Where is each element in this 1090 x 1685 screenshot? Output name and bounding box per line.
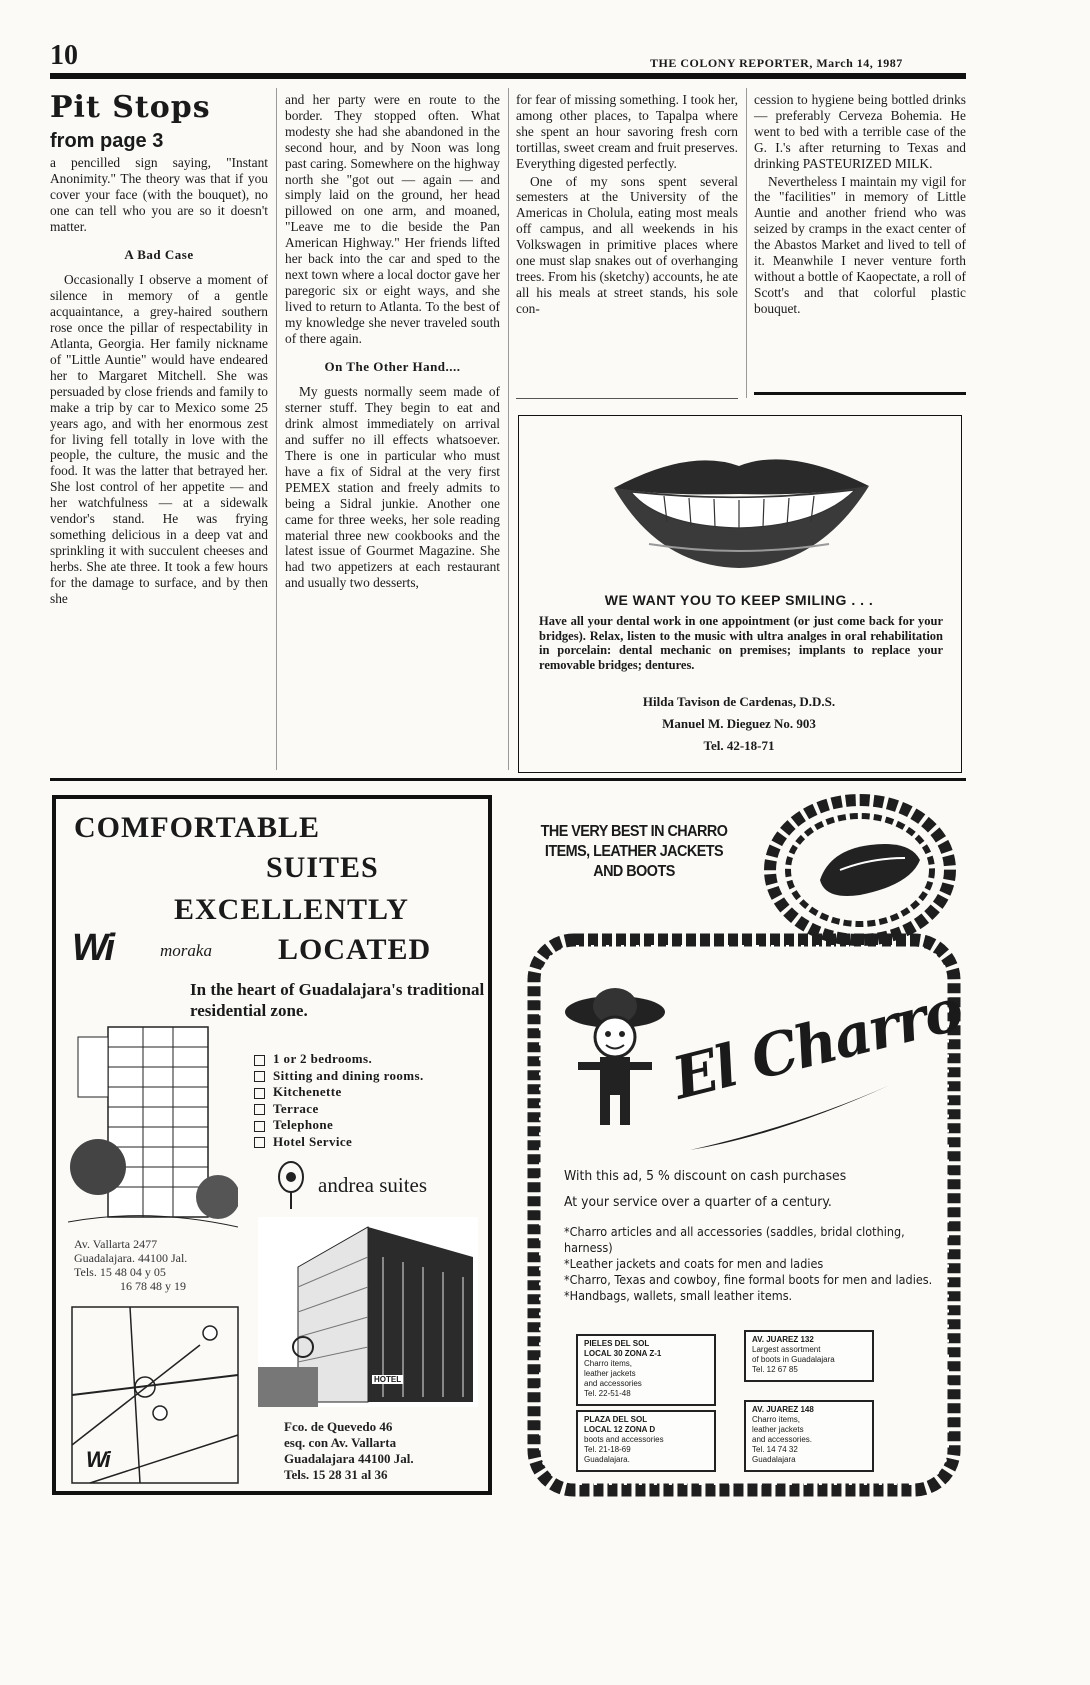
shop-card: AV. JUAREZ 148 Charro items, leather jackets and accessories. Tel. 14 74 32 Guadalajara xyxy=(744,1400,874,1472)
suites-logo-mark: Wi xyxy=(72,927,113,969)
paragraph: Occasionally I observe a moment of silence in memory of a gentle acquaintance, a grey-haired southern rose once the pillar of respectability in Atlanta, Georgia. Her family nickname of "Little Auntie" would have endeared her to Margaret Mitchell. She was persuaded by close friends and family to make a trip by car to Mexico some 25 years ago, and with her enormous zest for living fell totally in love with the people, the culture, the music and the food. It was the latter that betrayed her. She lost control of her appetite — and her watchfulness — at a sidewalk vendor's stand. He was frying something delicious in a deep vat and sprinkling it with succulent cheeses and herbs. She ate three. It took a few hours for the damage to surface, and by then she xyxy=(50,272,268,606)
dental-body: Have all your dental work in one appointment (or just come back for your bridges). Relax, listen to the music with ultra analges in oral rehabilitation in porcelain: dental mechanic on premises; implants to replace your removable bridges; dentures. xyxy=(539,614,943,672)
ornament-icon xyxy=(274,1159,308,1211)
article-title: Pit Stops xyxy=(50,90,211,125)
suites-line4: LOCATED xyxy=(278,933,432,966)
subhead-other-hand: On The Other Hand.... xyxy=(324,358,461,374)
charro-bullet-list xyxy=(564,1224,933,1304)
logo-swoosh xyxy=(680,1080,900,1160)
el-charro-logo: El Charro xyxy=(666,975,969,1113)
shop-card: PLAZA DEL SOL LOCAL 12 ZONA D boots and accessories Tel. 21-18-69 Guadalajara. xyxy=(576,1410,716,1472)
paragraph: One of my sons spent several semesters at the University of the Americas in Cholula, eating most meals off campus, and all weekends in his Volkswagen in primitive places where one must slap snakes out of overhanging trees. From his (sketchy) accounts, he ate all his meals at street stands, his sole con- xyxy=(516,173,738,316)
suites-tagline: In the heart of Guadalajara's traditional residential zone. xyxy=(190,980,485,1020)
hotel-sign: HOTEL xyxy=(374,1375,402,1384)
feature-item: Telephone xyxy=(254,1117,424,1134)
feature-item: Kitchenette xyxy=(254,1084,424,1101)
apartment-building-illustration xyxy=(68,1017,238,1237)
article-column-2 xyxy=(285,92,500,593)
paragraph: for fear of missing something. I took her, among other places, to Tapalpa where she spent an hour savoring fresh corn tortillas, sweet cream and fruit preserves. Everything digested perfectly. xyxy=(516,92,738,171)
shop-card: PIELES DEL SOL LOCAL 30 ZONA Z-1 Charro items, leather jackets and accessories Tel. 22-51-48 xyxy=(576,1334,716,1406)
dental-ad xyxy=(518,415,962,773)
suites-line2: SUITES xyxy=(266,851,379,884)
charro-discount: With this ad, 5 % discount on cash purchases xyxy=(564,1168,847,1184)
bullet-item: *Charro articles and all accessories (saddles, bridal clothing, harness) xyxy=(564,1224,905,1255)
paragraph: a pencilled sign saying, "Instant Anonimity." The theory was that if you cover your face (with the bouquet), no one can tell who you are so it doesn't matter. xyxy=(50,155,268,234)
paragraph: cession to hygiene being bottled drinks — preferably Cerveza Bohemia. He went to bed with a terrible case of the G. I.'s after returning to Texas and drinking PASTEURIZED MILK. xyxy=(754,92,966,171)
section-rule xyxy=(50,778,966,781)
column-rule xyxy=(276,88,277,770)
checkbox-icon xyxy=(254,1088,265,1099)
charro-service: At your service over a quarter of a century. xyxy=(564,1194,832,1210)
column-rule xyxy=(746,88,747,398)
article-column-1 xyxy=(50,155,268,608)
suites-brand: moraka xyxy=(160,941,212,960)
andrea-suites-brand: andrea suites xyxy=(318,1173,428,1197)
suites-line1: COMFORTABLE xyxy=(74,811,321,844)
article-column-4 xyxy=(754,92,966,319)
article-continued: from page 3 xyxy=(50,130,164,152)
page-number: 10 xyxy=(50,40,78,71)
dental-headline: WE WANT YOU TO KEEP SMILING . . . xyxy=(604,592,874,608)
feature-item: Hotel Service xyxy=(254,1134,424,1151)
feature-item: 1 or 2 bedrooms. xyxy=(254,1051,424,1068)
paragraph: My guests normally seem made of sterner stuff. They begin to eat and drink almost immediately on arrival and suffer no ill effects whatsoever. There is one in particular who must have a fix of Sidral at the very first PEMEX station and freely admits to being a Sidral junkie. Another one came for three weeks, her sole reading material three new cookbooks and the latest issue of Gourmet Magazine. She had two appetizers at each restaurant and usually two desserts, xyxy=(285,384,500,591)
bullet-item: *Leather jackets and coats for men and ladies xyxy=(564,1256,824,1271)
article-end-rule xyxy=(516,398,738,399)
bullet-item: *Charro, Texas and cowboy, fine formal boots for men and ladies. xyxy=(564,1272,933,1287)
charro-headline: THE VERY BEST IN CHARRO ITEMS, LEATHER JACKETS AND BOOTS xyxy=(540,823,728,880)
dentist-address: Manuel M. Dieguez No. 903 xyxy=(662,716,816,731)
checkbox-icon xyxy=(254,1137,265,1148)
paragraph: and her party were en route to the border. They stopped often. What modesty she had she abandoned in the second hour, and by Noon was long past caring. Somewhere on the highway north she "got out — again — and simply laid on the ground, her head pillowed on one arm, and moaned, "Leave me to die beside the Pan American Highway." Her friends lifted her back into the car and sped to the next town where a local doctor gave her paregoric six or eight ways, and she lived to return to Atlanta. To the best of my knowledge she never traveled south of there again. xyxy=(285,92,500,346)
suites-address-1: Av. Vallarta 2477 Guadalajara. 44100 Jal. Tels. 15 48 04 y 05 16 78 48 y 19 xyxy=(74,1237,188,1293)
checkbox-icon xyxy=(254,1055,265,1066)
charro-mascot-icon xyxy=(560,982,670,1132)
checkbox-icon xyxy=(254,1071,265,1082)
smiling-lips-image xyxy=(519,426,959,586)
bullet-item: *Handbags, wallets, small leather items. xyxy=(564,1288,793,1303)
feature-item: Terrace xyxy=(254,1101,424,1118)
header-rule xyxy=(50,73,966,79)
feature-item: Sitting and dining rooms. xyxy=(254,1068,424,1085)
subhead-bad-case: A Bad Case xyxy=(124,246,194,262)
map-logo-mark: Wi xyxy=(86,1447,109,1472)
hotel-building-photo xyxy=(258,1217,478,1407)
el-charro-ad xyxy=(520,790,969,1500)
suites-line3: EXCELLENTLY xyxy=(174,893,409,926)
checkbox-icon xyxy=(254,1104,265,1115)
dentist-name: Hilda Tavison de Cardenas, D.D.S. xyxy=(642,694,836,709)
dentist-phone: Tel. 42-18-71 xyxy=(703,738,775,753)
column-rule xyxy=(508,88,509,770)
masthead: THE COLONY REPORTER, March 14, 1987 xyxy=(650,56,903,70)
suites-feature-list xyxy=(254,1051,424,1150)
suites-address-2: Fco. de Quevedo 46 esq. con Av. Vallarta Guadalajara 44100 Jal. Tels. 15 28 31 al 36 xyxy=(284,1419,414,1482)
shop-card: AV. JUAREZ 132 Largest assortment of boots in Guadalajara Tel. 12 67 85 xyxy=(744,1330,874,1382)
paragraph: Nevertheless I maintain my vigil for the "facilities" in memory of Little Auntie and another friend who was seized by cramps in the exact center of the Abastos Market and lived to tell of it. Meanwhile I never venture forth without a bottle of Kaopectate, a roll of Scott's and that colorful plastic bouquet. xyxy=(754,173,966,316)
checkbox-icon xyxy=(254,1121,265,1132)
article-end-rule xyxy=(754,392,966,395)
suites-ad xyxy=(52,795,492,1495)
article-column-3 xyxy=(516,92,738,319)
